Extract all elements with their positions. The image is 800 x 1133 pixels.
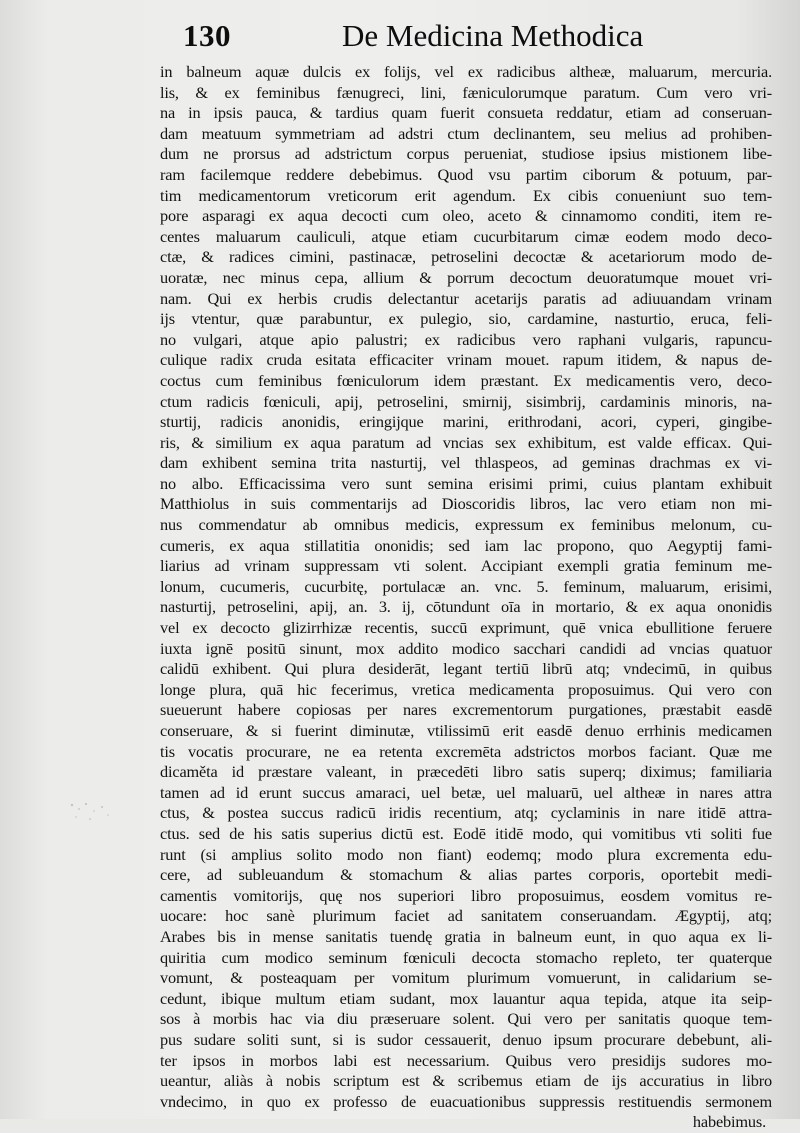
text-line: Matthiolus in suis commentarijs ad Dioscoridis libros, lac vero etiam non mi- <box>160 494 772 514</box>
text-line: in balneum aquæ dulcis ex folijs, vel ex radicibus altheæ, maluarum, mercuria. <box>160 62 772 81</box>
text-line: tamen ad id erunt succus amaraci, uel betæ, uel maluarū, uel altheæ in nares attra <box>160 782 772 802</box>
text-line: cere, ad subleuandum & stomachum & alias partes corporis, oportebit medi- <box>160 865 772 885</box>
running-head-title: De Medicina Methodica <box>342 18 644 53</box>
text-line: quiritia cum modico seminum fœniculi decocta stomacho repleto, ter quaterque <box>160 947 772 967</box>
page-number: 130 <box>183 18 231 53</box>
text-line: ctus. sed de his satis superius dictū est. Eodē itidē modo, qui vomitibus vti soliti fue <box>160 823 772 843</box>
text-line: vndecimo, in quo ex professo de euacuationibus suppressis restituendis sermonem <box>160 1091 772 1111</box>
text-line: lonum, cucumeris, cucurbitę, portulacæ an. vnc. 5. feminum, maluarum, erisimi, <box>160 576 772 596</box>
text-line: cedunt, ibique multum etiam sudant, mox lauantur aqua tepida, atque ita seip- <box>160 988 772 1008</box>
text-line: tis vocatis procurare, ne ea retenta excremēta adstrictos morbos faciant. Quæ me <box>160 741 772 761</box>
text-line: lis, & ex feminibus fænugreci, lini, fæniculorumque paratum. Cum vero vri- <box>160 82 772 102</box>
text-line: no vulgari, atque apio palustri; ex radicibus vero raphani vulgaris, rapuncu- <box>160 329 772 349</box>
text-line: sos à morbis hac via diu præseruare solent. Qui vero per sanitatis quoque tem- <box>160 1009 772 1029</box>
text-line: tim medicamentorum vreticorum erit agendum. Ex cibis conueniunt suo tem- <box>160 185 772 205</box>
text-line: cumeris, ex aqua stillatitia ononidis; sed iam lac propono, quo Aegyptij fami- <box>160 535 772 555</box>
ink-speckle-decoration <box>64 795 124 835</box>
text-line: runt (si amplius solito modo non fiant) eodemq; modo plura excrementa edu- <box>160 844 772 864</box>
text-line: ueantur, aliàs à nobis scriptum est & scribemus etiam de ijs accuratius in libro <box>160 1071 772 1091</box>
text-line: uoratæ, nec minus cepa, allium & porrum decoctum deuoratumque mouet vri- <box>160 267 772 287</box>
text-line: sueuerunt habere copiosas per nares excrementorum purgationes, præstabit easdē <box>160 700 772 720</box>
text-line: sturtij, radicis anonidis, eringijque marini, erithrodani, acori, cyperi, gingibe- <box>160 412 772 432</box>
text-line: Arabes bis in mense sanitatis tuendę gratia in balneum eunt, in quo aqua ex li- <box>160 926 772 946</box>
text-line: culique radix cruda esitata efficaciter vrinam mouet. rapum itidem, & napus de- <box>160 350 772 370</box>
text-line: centes maluarum cauliculi, atque etiam cucurbitarum cimæ eodem modo deco- <box>160 226 772 246</box>
text-line: ctæ, & radices cimini, pastinacæ, petroselini decoctæ & acetariorum modo de- <box>160 247 772 267</box>
text-line: iuxta ignē positū sinunt, mox addito modico sacchari candidi ad vncias quatuor <box>160 638 772 658</box>
text-line: ijs vtentur, quæ parabuntur, ex pulegio, sio, cardamine, nasturtio, eruca, feli- <box>160 309 772 329</box>
text-line: dum ne prorsus ad adstrictum corpus perueniat, studiose ipsius mistionem libe- <box>160 144 772 164</box>
text-line: ram facilemque reddere debebimus. Quod vsu partim ciborum & potuum, par- <box>160 164 772 184</box>
text-line: dicaměta id præstare valeant, in præcedēti libro satis superq; diximus; familiaria <box>160 762 772 782</box>
text-line: pus sudare soliti sunt, si is sudor cessauerit, denuo ipsum procurare debebunt, ali- <box>160 1029 772 1049</box>
text-line: liarius ad vrinam suppressam vti solent. Accipiant exempli gratia feminum me- <box>160 556 772 576</box>
text-line: nasturtij, petroselini, apij, an. 3. ij, cōtundunt oīa in mortario, & ex aqua ononidis <box>160 597 772 617</box>
text-line: dam meatuum symmetriam ad adstri ctum declinantem, seu melius ad prohiben- <box>160 123 772 143</box>
text-line: nam. Qui ex herbis crudis delectantur acetarijs paratis ad adiuuandam vrinam <box>160 288 772 308</box>
text-line: calidū exhibent. Qui plura desiderāt, legant tertiū librū atq; vndecimū, in quibus <box>160 659 772 679</box>
text-line: ris, & similium ex aqua paratum ad vncias sex exhibitum, est valde efficax. Qui- <box>160 432 772 452</box>
text-line: conseruare, & si fuerint diminutæ, vtilissimū erit easdē denuo errhinis medicamen <box>160 721 772 740</box>
text-line: vel ex decocto glizirrhizæ recentis, succū exprimunt, quē vnica ebullitione feruere <box>160 618 772 638</box>
text-line: nus commendatur ab omnibus medicis, expressum ex feminibus melonum, cu- <box>160 515 772 535</box>
text-line: ctum radicis fœniculi, apij, petroselini, smirnij, sisimbrij, cardaminis minoris, na- <box>160 391 772 411</box>
page-header <box>0 18 800 58</box>
text-line: dam exhibent semina trita nasturtij, vel thlaspeos, ad geminas drachmas ex vi- <box>160 453 772 473</box>
text-line: ctus, & postea succus radicū iridis recentium, atq; cyclaminis in nare itidē attra- <box>160 803 772 823</box>
text-line: pore asparagi ex aqua decocti cum oleo, aceto & cinnamomo conditi, item re- <box>160 206 772 226</box>
text-line: ter ipsos in morbos labi est necessarium. Quibus vero presidijs sudores mo- <box>160 1050 772 1070</box>
text-line: coctus cum feminibus fœniculorum idem præstant. Ex medicamentis vero, deco- <box>160 370 772 390</box>
text-line: na in ipsis pauca, & tardius quam fuerit consueta reddatur, etiam ad conseruan- <box>160 103 772 123</box>
text-line: habebimus. <box>692 1112 766 1132</box>
text-line: uocare: hoc sanè plurimum faciet ad sanitatem conseruandam. Ægyptij, atq; <box>160 906 772 926</box>
text-line: camentis vomitorijs, quę nos superiori libro proposuimus, eosdem vomitus re- <box>160 885 772 905</box>
text-line: vomunt, & posteaquam per vomitum plurimum vomuerunt, in calidarium se- <box>160 968 772 988</box>
body-text <box>160 62 772 1133</box>
text-line: no albo. Efficacissima vero sunt semina erisimi primi, cuius plantam exhibuit <box>160 473 772 493</box>
text-line: longe plura, quā hic fecerimus, vretica medicamenta proposuimus. Qui vero con <box>160 679 772 699</box>
